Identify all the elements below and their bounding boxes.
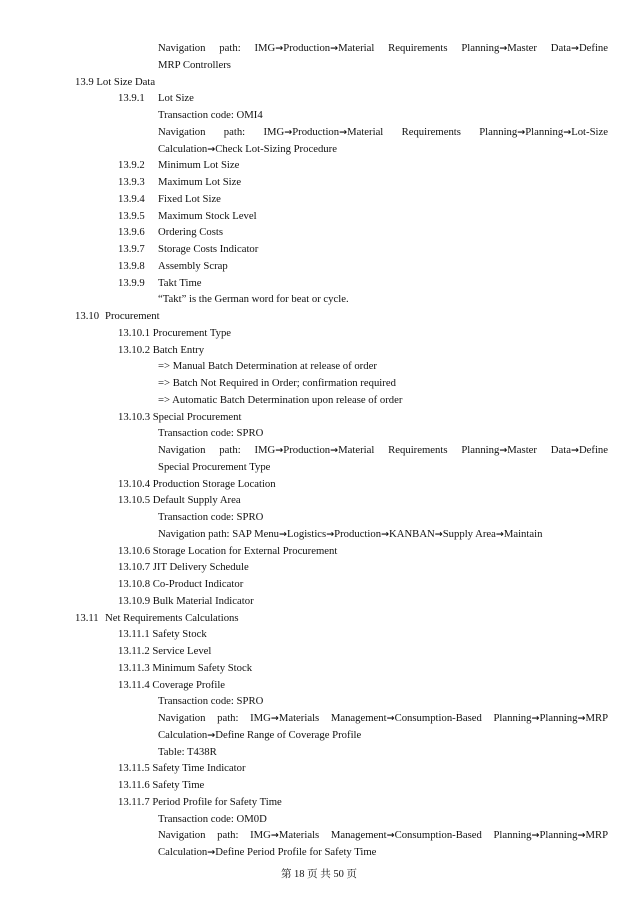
- subsection-heading: 13.11.2 Service Level: [118, 645, 212, 657]
- subsection-heading: 13.10.4 Production Storage Location: [118, 477, 276, 490]
- text-line: [0, 425, 638, 442]
- body-text: Calculation→Define Period Profile for Safety Time: [158, 846, 377, 858]
- text-line: [0, 107, 638, 124]
- subsection-number: 13.9.4: [118, 192, 145, 205]
- body-text: MRP Controllers: [158, 58, 231, 71]
- arrow-icon: →: [275, 445, 284, 456]
- body-text: Transaction code: OMI4: [158, 109, 263, 121]
- body-text: Transaction code: OM0D: [158, 812, 267, 825]
- text-line: [0, 543, 638, 560]
- subsection-heading: 13.11.5 Safety Time Indicator: [118, 762, 246, 775]
- subsection-heading: 13.10.9 Bulk Material Indicator: [118, 594, 254, 607]
- arrow-icon: →: [570, 43, 579, 54]
- text-line: [0, 392, 638, 409]
- text-line: [0, 593, 638, 610]
- subsection-title: Minimum Lot Size: [158, 159, 240, 172]
- arrow-icon: →: [330, 445, 339, 456]
- navigation-path: Navigation path: IMG→Materials Management→Consumption-Based Planning→Planning→MRP: [158, 829, 609, 842]
- text-line: [0, 124, 638, 141]
- body-text: => Automatic Batch Determination upon release of order: [158, 393, 403, 406]
- text-line: [0, 74, 638, 91]
- text-line: [0, 777, 638, 794]
- body-text: => Manual Batch Determination at release of order: [158, 360, 377, 373]
- subsection-heading: 13.11.4 Coverage Profile: [118, 678, 226, 691]
- arrow-icon: →: [517, 126, 526, 138]
- body-text: Transaction code: SPRO: [158, 427, 264, 440]
- text-line: [0, 174, 638, 191]
- arrow-icon: →: [577, 713, 586, 724]
- arrow-icon: →: [499, 445, 508, 456]
- text-line: [0, 677, 638, 694]
- subsection-title: Ordering Costs: [158, 226, 224, 239]
- text-line: [0, 744, 638, 761]
- arrow-icon: →: [495, 528, 504, 540]
- subsection-number: 13.9.8: [118, 259, 145, 272]
- text-line: [0, 526, 638, 543]
- subsection-title: Assembly Scrap: [158, 259, 228, 272]
- text-line: [0, 325, 638, 342]
- text-line: [0, 191, 638, 208]
- text-line: [0, 291, 638, 308]
- arrow-icon: →: [563, 126, 572, 138]
- text-line: [0, 643, 638, 660]
- body-text: Navigation path: SAP Menu→Logistics→Production→KANBAN→Supply Area→Maintain: [158, 527, 543, 540]
- subsection-number: 13.9.1: [118, 92, 145, 105]
- body-text: “Takt” is the German word for beat or cycle.: [158, 293, 349, 306]
- text-line: [0, 693, 638, 710]
- body-text: => Batch Not Required in Order; confirmation required: [158, 377, 396, 389]
- arrow-icon: →: [279, 528, 287, 540]
- text-line: [0, 409, 638, 426]
- body-text: Special Procurement Type: [158, 460, 271, 473]
- subsection-title: Lot Size: [158, 92, 194, 105]
- text-line: [0, 660, 638, 677]
- subsection-title: Storage Costs Indicator: [158, 243, 259, 255]
- text-line: [0, 141, 638, 158]
- text-line: [0, 157, 638, 174]
- text-line: [0, 710, 638, 727]
- text-line: [0, 509, 638, 526]
- arrow-icon: →: [330, 43, 339, 54]
- subsection-heading: 13.11.6 Safety Time: [118, 779, 205, 791]
- arrow-icon: →: [275, 43, 284, 54]
- arrow-icon: →: [207, 729, 216, 741]
- subsection-heading: 13.11.7 Period Profile for Safety Time: [118, 795, 282, 808]
- arrow-icon: →: [326, 528, 335, 540]
- section-title: Net Requirements Calculations: [105, 611, 239, 624]
- subsection-number: 13.9.5: [118, 209, 145, 222]
- subsection-number: 13.9.3: [118, 176, 145, 188]
- arrow-icon: →: [386, 830, 395, 842]
- subsection-title: Maximum Stock Level: [158, 209, 257, 222]
- text-line: [0, 342, 638, 359]
- subsection-heading: 13.11.1 Safety Stock: [118, 628, 207, 641]
- navigation-path: Navigation path: IMG→Production→Material Requirements Planning→Master Data→Define: [158, 444, 609, 456]
- subsection-heading: 13.10.3 Special Procurement: [118, 410, 242, 423]
- text-line: [0, 459, 638, 476]
- text-line: [0, 90, 638, 107]
- text-line: [0, 794, 638, 811]
- subsection-number: 13.9.9: [118, 276, 145, 289]
- arrow-icon: →: [270, 830, 279, 842]
- text-line: [0, 442, 638, 459]
- arrow-icon: →: [386, 713, 395, 724]
- text-line: [0, 476, 638, 493]
- page-footer: 第 18 页 共 50 页: [280, 869, 358, 880]
- section-number: 13.10: [75, 310, 100, 322]
- body-text: Transaction code: SPRO: [158, 511, 264, 523]
- text-line: [0, 811, 638, 828]
- subsection-number: 13.9.7: [118, 243, 145, 255]
- text-line: [0, 208, 638, 225]
- text-line: [0, 844, 638, 861]
- arrow-icon: →: [570, 445, 579, 456]
- text-line: [0, 492, 638, 509]
- arrow-icon: →: [434, 528, 443, 540]
- text-line: [0, 727, 638, 744]
- subsection-heading: 13.10.1 Procurement Type: [118, 326, 232, 339]
- section-heading: 13.9 Lot Size Data: [75, 75, 156, 88]
- text-line: [0, 827, 638, 844]
- subsection-heading: 13.10.5 Default Supply Area: [118, 494, 241, 507]
- body-text: Calculation→Check Lot-Sizing Procedure: [158, 142, 337, 155]
- text-line: [0, 358, 638, 375]
- subsection-number: 13.9.2: [118, 159, 145, 172]
- subsection-number: 13.9.6: [118, 226, 145, 239]
- subsection-heading: 13.10.6 Storage Location for External Procurement: [118, 544, 338, 557]
- text-line: [0, 760, 638, 777]
- subsection-title: Fixed Lot Size: [158, 192, 221, 205]
- text-line: [0, 626, 638, 643]
- text-line: [0, 224, 638, 241]
- section-number: 13.11: [75, 611, 99, 624]
- subsection-heading: 13.11.3 Minimum Safety Stock: [118, 661, 253, 674]
- navigation-path: Navigation path: IMG→Materials Management→Consumption-Based Planning→Planning→MRP: [158, 712, 609, 724]
- arrow-icon: →: [339, 126, 348, 138]
- body-text: Calculation→Define Range of Coverage Profile: [158, 728, 362, 741]
- subsection-heading: 13.10.8 Co-Product Indicator: [118, 578, 244, 590]
- arrow-icon: →: [381, 528, 390, 540]
- arrow-icon: →: [499, 43, 508, 54]
- navigation-path: Navigation path: IMG→Production→Material Requirements Planning→Master Data→Define: [158, 42, 609, 54]
- text-line: [0, 258, 638, 275]
- text-line: [0, 275, 638, 292]
- subsection-heading: 13.10.7 JIT Delivery Schedule: [118, 561, 249, 574]
- body-text: Table: T438R: [158, 745, 217, 758]
- text-line: [0, 576, 638, 593]
- body-text: Transaction code: SPRO: [158, 695, 264, 708]
- navigation-path: Navigation path: IMG→Production→Material Requirements Planning→Planning→Lot-Size: [158, 125, 608, 138]
- section-title: Procurement: [105, 310, 160, 322]
- subsection-title: Maximum Lot Size: [158, 176, 242, 188]
- arrow-icon: →: [207, 847, 216, 858]
- text-line: [0, 610, 638, 627]
- arrow-icon: →: [284, 126, 293, 138]
- text-line: [0, 559, 638, 576]
- text-line: [0, 308, 638, 325]
- arrow-icon: →: [531, 830, 540, 842]
- text-line: [0, 57, 638, 74]
- arrow-icon: →: [207, 143, 216, 155]
- arrow-icon: →: [531, 713, 540, 724]
- text-line: [0, 241, 638, 258]
- text-line: [0, 375, 638, 392]
- subsection-heading: 13.10.2 Batch Entry: [118, 343, 205, 356]
- subsection-title: Takt Time: [158, 276, 202, 289]
- arrow-icon: →: [270, 713, 279, 724]
- arrow-icon: →: [577, 830, 586, 842]
- text-line: [0, 40, 638, 57]
